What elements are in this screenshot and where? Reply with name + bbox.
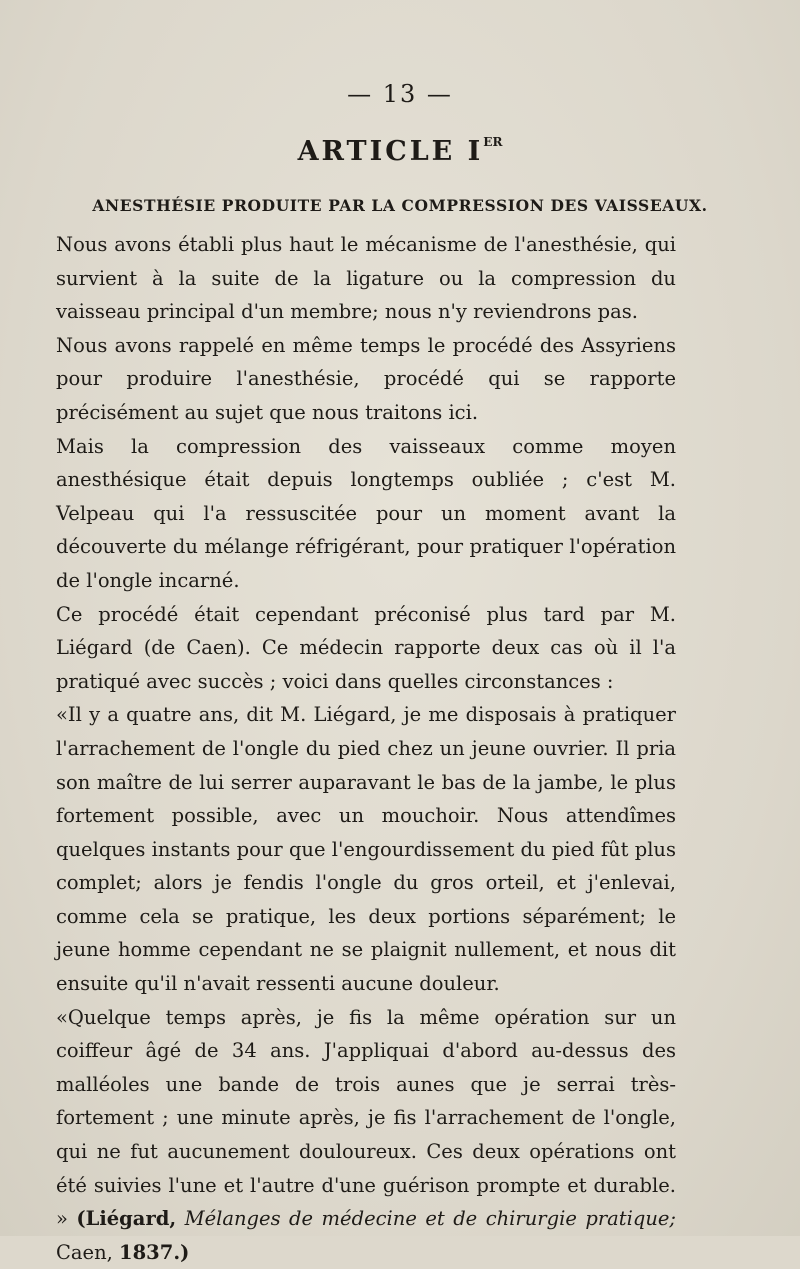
citation-place: Caen, — [56, 1240, 113, 1264]
page-number: — 13 — — [347, 80, 453, 108]
article-superscript: ER — [483, 135, 503, 149]
citation-open: (Liégard, — [76, 1207, 177, 1231]
article-heading — [0, 135, 800, 167]
paragraph-last — [56, 1001, 676, 1269]
paragraph: Nous avons établi plus haut le mécanisme de l'anesthésie, qui survient à la suite de la ligature ou la compression du vaisseau principal d'un membre; nous n'y reviendrons pas. — [56, 233, 676, 324]
paragraph: «Il y a quatre ans, dit M. Liégard, je me disposais à pratiquer l'arrachement de l'ongle du pied chez un jeune ouvrier. Il pria son maître de lui serrer auparavant le bas de la jambe, le plus fortement possible, avec un mouchoir. Nous attendîmes quelques instants pour que l'engourdissement du pied fût plus complet; alors je fendis l'ongle du gros orteil, et j'enlevai, comme cela se pratique, les deux portions séparément; le jeune homme cependant ne se plaignit nullement, et nous dit ensuite qu'il n'avait ressenti aucune douleur. — [56, 703, 676, 996]
citation-year: 1837.) — [119, 1240, 190, 1264]
paragraph: Nous avons rappelé en même temps le procédé des Assyriens pour produire l'anesthésie, procédé qui se rapporte précisément au sujet que nous traitons ici. — [56, 333, 676, 424]
article-title: ARTICLE I — [297, 136, 484, 167]
citation-work: Mélanges de médecine et de chirurgie pratique; — [184, 1207, 677, 1231]
section-title: ANESTHÉSIE PRODUITE PAR LA COMPRESSION DES VAISSEAUX. — [92, 196, 708, 215]
body-text — [56, 228, 676, 1269]
paragraph-text: «Quelque temps après, je fis la même opération sur un coiffeur âgé de 34 ans. J'appliquai d'abord au-dessus des malléoles une bande de trois aunes que je serrai très-fortement ; une minute après, je fis l'arrachement de l'ongle, qui ne fut aucunement douloureux. Ces deux opérations ont été suivies l'une et l'autre d'une guérison prompte et durable. » — [56, 1005, 676, 1231]
paragraph: Mais la compression des vaisseaux comme moyen anesthésique était depuis longtemps oubliée ; c'est M. Velpeau qui l'a ressuscitée pour un moment avant la découverte du mélange réfrigérant, pour pratiquer l'opération de l'ongle incarné. — [56, 434, 676, 592]
paragraph: Ce procédé était cependant préconisé plus tard par M. Liégard (de Caen). Ce médecin rapporte deux cas où il l'a pratiqué avec succès ; voici dans quelles circonstances : — [56, 602, 676, 693]
